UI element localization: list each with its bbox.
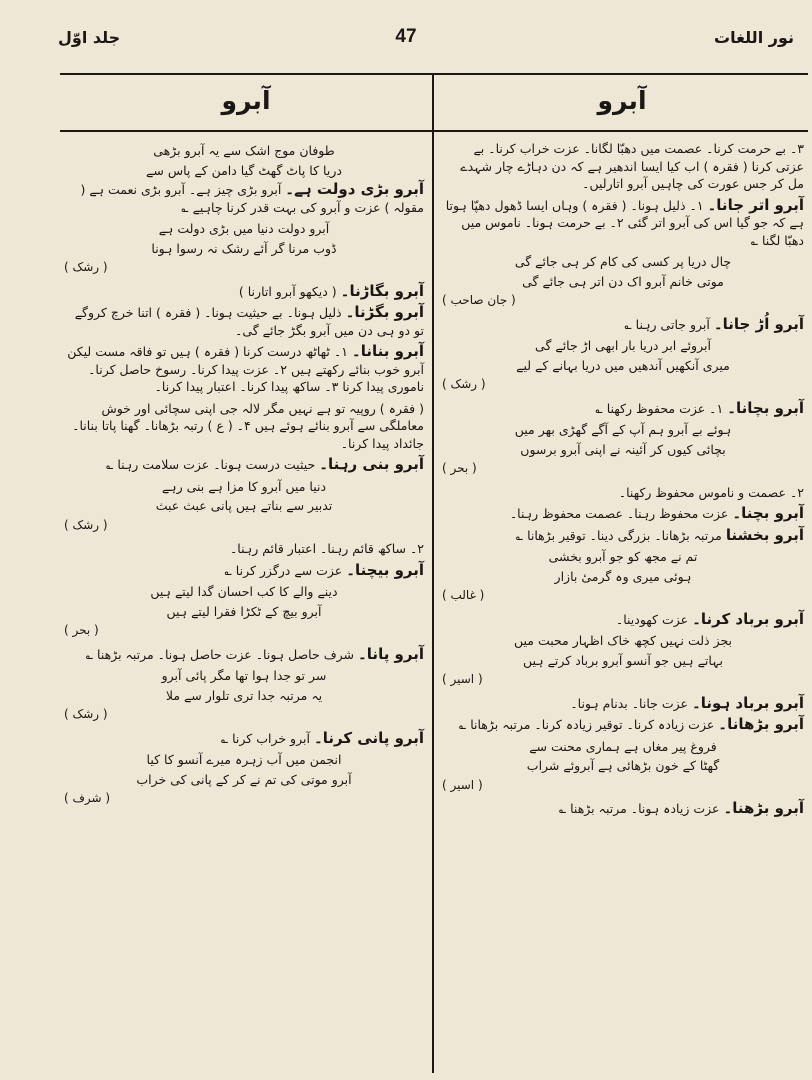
dictionary-entry (442, 316, 804, 334)
dictionary-entry (64, 562, 424, 580)
definition: ۱۔ ذلیل ہونا۔ ( فقرہ ) وہاں ایسا ڈھول دھپّا ہوتا ہے کہ جو گیا اس کی آبرو اتر گئی ۲۔ بے حرمت ہونا۔ ناموس میں دھبّا لگنا ؎ (445, 197, 804, 248)
definition: شرف حاصل ہونا۔ عزت حاصل ہونا۔ مرتبہ بڑھنا ؎ (85, 646, 355, 662)
verse-line: آبرو موتی کی تم نے کر کے پانی کی خراب (136, 771, 352, 787)
poet-attribution: ( غالب ) (442, 588, 485, 602)
definition: ۱۔ عزت محفوظ رکھنا ؎ (595, 400, 724, 416)
headword: آبرو بڑھنا۔ (723, 799, 804, 817)
poet-attribution: ( رشک ) (64, 260, 108, 274)
definition: عزت زیادہ ہونا۔ مرتبہ بڑھنا ؎ (558, 801, 720, 816)
headword: آبرو اتر جانا۔ (707, 195, 804, 214)
dictionary-entry (442, 695, 804, 713)
verse-line: آبرو بیچ کے ٹکڑا فقرا لیتے ہیں (166, 603, 322, 619)
headword: آبرو بچنا۔ (732, 504, 804, 522)
verse-line: طوفان موج اشک سے یہ آبرو بڑھی (153, 143, 335, 158)
verse-line: انجمن میں آب زہرہ میرے آنسو کا کیا (146, 752, 342, 767)
poet-attribution: ( شرف ) (64, 791, 111, 805)
headword: آبرو بگڑنا۔ (345, 303, 424, 321)
volume-label: جلد اوّل (58, 28, 121, 47)
definition-text: ۲۔ عصمت و ناموس محفوظ رکھنا۔ (618, 484, 804, 500)
column-divider (432, 73, 434, 1073)
dictionary-entry (442, 800, 804, 818)
poet-attribution: ( رشک ) (442, 377, 486, 391)
headword: آبرو بنانا۔ (351, 342, 424, 360)
verse-line: دریا کا پاٹ گھٹ گیا دامن کے پاس سے (146, 162, 342, 178)
right-column (442, 140, 804, 822)
poet-attribution: ( بحر ) (442, 461, 477, 475)
verse-line: دنیا میں آبرو کا مزا ہے بنی رہے (161, 478, 327, 494)
verse-line: موتی خانم آبرو اک دن اتر ہی جائے گی (522, 273, 724, 289)
poet-attribution: ( رشک ) (64, 517, 108, 532)
dictionary-entry (442, 505, 804, 523)
definition: عزت محفوظ رہنا۔ عصمت محفوظ رہنا۔ (509, 506, 729, 521)
verse-line: تم نے مجھ کو جو آبرو بخشی (548, 549, 698, 564)
headword: آبرو برباد کرنا۔ (692, 609, 804, 628)
right-column-title: آبرو (597, 86, 647, 115)
poet-attribution: ( جان صاحب ) (442, 293, 516, 307)
verse-line: دینے والے کا کب احسان گدا لیتے ہیں (150, 584, 338, 599)
headword: آبرو بخشنا (725, 525, 804, 544)
headword: آبرو بنی رہنا۔ (319, 455, 424, 473)
verse-line: ہوئی میری وہ گرمیٔ بازار (554, 568, 692, 584)
headword: آبرو بیچنا۔ (346, 560, 424, 579)
verse-line: چال دریا پر کسی کی کام کر ہی جائے گی (514, 254, 732, 269)
dictionary-entry (442, 400, 804, 418)
dictionary-entry (64, 304, 424, 339)
definition: عزت جانا۔ بدنام ہونا۔ (570, 695, 688, 711)
verse-line: فروغ پیر مغاں ہے ہماری محنت سے (529, 738, 717, 754)
definition-text: ۲۔ ساکھ قائم رہنا۔ اعتبار قائم رہنا۔ (229, 541, 424, 556)
definition: عزت زیادہ کرنا۔ توقیر زیادہ کرنا۔ مرتبہ بڑھانا ؎ (458, 717, 715, 732)
dictionary-entry (64, 646, 424, 664)
left-column-title: آبرو (221, 86, 271, 115)
dictionary-entry (442, 197, 804, 250)
headword: آبرو بڑھانا۔ (718, 715, 804, 733)
headword: آبرو اُڑ جانا۔ (713, 314, 804, 333)
definition: آبرو بڑی چیز ہے۔ آبرو بڑی نعمت ہے ( مقولہ ) عزت و آبرو کی بہت قدر کرنا چاہیے ؎ (80, 182, 424, 215)
definition: ۱۔ ٹھاٹھ درست کرنا ( فقرہ ) ہیں تو فاقہ مست لیکن آبرو خوب بنائے رکھتے ہیں ۲۔ عزت پیدا کرنا۔ رسوخ حاصل کرنا۔ ناموری پیدا کرنا ۳۔ ساکھ پیدا کرنا۔ اعتبار پیدا کرنا۔ (67, 344, 424, 394)
headword: آبرو بچانا۔ (727, 398, 804, 417)
definition: عزت کھودینا۔ (615, 611, 689, 627)
definition: آبرو خراب کرنا ؎ (220, 730, 310, 746)
definition-text: ( فقرہ ) روپیہ تو ہے نہیں مگر لالہ جی اپنی سچائی اور خوش معاملگی سے آبرو بنائے ہوئے ہیں ۴۔ ( ع ) رتبہ بڑھانا۔ گھنا پاتا بنانا۔ جائداد پیدا کرنا۔ (72, 400, 424, 451)
running-title: نور اللغات (714, 28, 794, 47)
left-column (64, 140, 424, 814)
verse-line: تدبیر سے بناتے ہیں پانی عبث عبث (155, 498, 333, 513)
definition: مرتبہ بڑھانا۔ بزرگی دینا۔ توقیر بڑھانا ؎ (515, 527, 722, 543)
headword: آبرو بڑی دولت ہے۔ (285, 180, 424, 198)
page-number: 47 (395, 26, 417, 47)
dictionary-entry (442, 527, 804, 545)
title-rule (60, 130, 808, 132)
dictionary-entry (64, 181, 424, 216)
definition-text: ۳۔ بے حرمت کرنا۔ عصمت میں دھبّا لگانا۔ عزت خراب کرنا۔ بے عزتی کرنا ( فقرہ ) اب کیا ایسا اندھیر ہے کہ دن دہاڑے چار شہدے مل کر جس عورت کی چاہیں آبرو اتارلیں۔ (460, 141, 804, 191)
top-rule (60, 73, 808, 75)
dictionary-entry (64, 456, 424, 474)
definition: ( دیکھو آبرو اتارنا ) (238, 283, 337, 299)
poet-attribution: ( بحر ) (64, 623, 99, 637)
headword: آبرو پانا۔ (358, 644, 424, 663)
definition: عزت سے درگزر کرنا ؎ (224, 562, 343, 578)
poet-attribution: ( اسیر ) (442, 777, 483, 792)
dictionary-entry (442, 611, 804, 629)
headword: آبرو برباد ہونا۔ (691, 693, 804, 712)
verse-line: ہوئے بے آبرو ہم آپ کے آگے گھڑی بھر میں (514, 422, 732, 437)
verse-line: بجز ذلت نہیں کچھ خاک اظہار محبت میں (513, 633, 733, 648)
definition: آبرو جاتی رہنا ؎ (624, 316, 710, 332)
verse-line: یہ مرتبہ جدا تری تلوار سے ملا (165, 687, 323, 703)
definition: ذلیل ہونا۔ بے حیثیت ہونا۔ ( فقرہ ) اتنا خرچ کروگے تو دو ہی دن میں آبرو بگڑ جائے گی۔ (74, 305, 424, 338)
verse-line: گھٹا کے خون بڑھائی ہے آبروئے شراب (526, 758, 720, 773)
headword: آبرو پانی کرنا۔ (313, 728, 424, 747)
verse-line: بچائی کیوں کر آئینہ نے اپنی آبرو برسوں (520, 441, 726, 457)
headword: آبرو بگاڑنا۔ (340, 281, 424, 300)
verse-line: میری آنکھیں آندھیں میں دریا بہانے کے لیے (516, 357, 730, 373)
verse-line: آبرو دولت دنیا میں بڑی دولت ہے (158, 221, 330, 236)
dictionary-entry (64, 283, 424, 301)
verse-line: ڈوب مرنا گر آئے رشک نہ رسوا ہونا (151, 240, 337, 256)
verse-line: سر تو جدا ہوا تھا مگر پائی آبرو (161, 668, 327, 683)
verse-line: بہاتے ہیں جو آنسو آبرو برباد کرتے ہیں (523, 652, 723, 668)
poet-attribution: ( اسیر ) (442, 672, 483, 686)
dictionary-entry (442, 716, 804, 734)
verse-line: آبروئے ابر دریا بار ابھی اڑ جائے گی (535, 338, 711, 353)
dictionary-entry (64, 730, 424, 748)
poet-attribution: ( رشک ) (64, 707, 108, 721)
definition: حیثیت درست ہونا۔ عزت سلامت رہنا ؎ (106, 457, 316, 472)
dictionary-entry (64, 343, 424, 396)
